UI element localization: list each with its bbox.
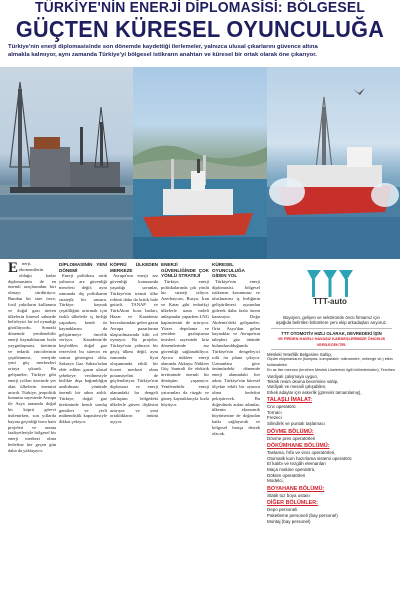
- article-subhead: ENERJİ GÜVENLİĞİNDE ÇOK YÖNLÜ STRATEJİ: [161, 262, 209, 279]
- offshore-rig-photo: [0, 67, 133, 259]
- job-item: Paketleme personeli (bay personel): [267, 513, 338, 518]
- job-item: Modelci,: [267, 478, 284, 484]
- job-item: Statik toz boya ustası: [267, 492, 310, 498]
- spot-line-1: Türkiye'nin enerji diplomasisinde son dönemde kaydettiği ilerlemeler, yalnızca ulusal çıkarlarını güvence altına: [8, 44, 318, 50]
- job-advertisement: [263, 261, 400, 594]
- job-item: Maça makine operatörü,: [267, 467, 316, 473]
- ad-notice-2: VE FİRDEN HAVELİ HAVASIZ KARDEŞLERİMİZE ÖNCELİK VERİLECEKTİR.: [277, 336, 386, 347]
- article-column-2: [59, 261, 107, 591]
- ad-intro-1: Büyüyen, gelişen ve sektöründe öncü firmamız için: [283, 315, 380, 320]
- main-headline: GÜÇTEN KÜRESEL OYUNCULUĞA: [15, 16, 385, 42]
- article-subhead: KÖPRÜ ÜLKEDEN MERKEZE: [110, 262, 158, 273]
- article-paragraph: Türkiye'nin enerji diplomasisi, bölgesel istikrarın korunması ve uluslararası iş birliğinin geliştirilmesi açısından giderek daha fazla önem kazanıyor. Doğu Akdeniz'deki gelişmeler, Orta Asya'dan gelen kaynaklar ve Avrupa'nın talepleri göz önünde bulundurulduğunda Türkiye'nin dengeleyici rolü ön plana çıkıyor. Uzmanlara göre önümüzdeki dönemde enerji alanındaki her adım, Türkiye'nin küresel ölçekte etkili bir oyuncu olma hedefini pekiştirecek. Bu doğrultuda atılan adımlar, ülkenin ekonomik büyümesine de doğrudan katkı sağlayacak ve bölgesel barışa destek olacak.: [212, 278, 260, 436]
- article-column-5: [212, 261, 260, 591]
- job-item: Frezeci: [267, 415, 282, 421]
- article-subhead: DİPLOMASİNİN YENİ DÖNEMİ: [59, 262, 107, 273]
- job-item: Cnc operatörü: [267, 404, 296, 410]
- ttt-auto-logo: [299, 267, 361, 309]
- section-head-talasli: TALAŞLI İMALAT:: [267, 397, 313, 404]
- job-item: Tornacı: [267, 409, 282, 415]
- job-item: Depo personeli: [267, 507, 298, 513]
- ad-requirement: Ölçüm ekipmanlarını (kumpas, komparatör, mikrometre, mihengir vb.) etkin kullanabilen: [267, 357, 393, 367]
- ad-notice-1: TTT OTOMOTİV HIZLI OLARAK, DEVREDEKİ İŞİN: [281, 330, 382, 336]
- ad-requirement: Teknik resim okuma becerisine sahip,: [267, 379, 339, 385]
- job-item: Silindirik ve puntalı taşlamacı: [267, 421, 326, 427]
- section-head-dovme: DÖVME BÖLÜMÜ:: [267, 428, 314, 435]
- ad-requirement: Vardiyalı çalışmaya uygun,: [267, 373, 319, 379]
- ad-requirement: Erkek adaylar için askerlik (görevini tamamlamış),: [267, 389, 362, 395]
- article-column-4: [161, 261, 209, 591]
- bosphorus-ship-photo: [133, 67, 267, 259]
- article-paragraph: nerji, ekonomilerin olduğu kadar diplomasinin de en önemli araçlarından biri olmayı sürdürüyor. Bundan bir süre önce, fosil yakıtların kullanımı ve doğal gazı üreten ülkelerin küresel sahnede belirleyici bir rol oynadığı görülüyordu. Sonraki dönemde yenilenebilir enerji kaynaklarının hızla yaygınlaşması, üretimin ve tedarik zincirlerinin çeşitlenmesi, enerjide yeni güç merkezleri ortaya çıkardı. Bu gelişmeler, Türkiye gibi enerji yolları üzerinde yer alan ülkelerin önemini artırdı. Türkiye, jeopolitik konumu sayesinde Avrupa ile Asya arasında doğal bir köprü görevi üstlenirken, son yıllarda hayata geçirdiği boru hattı projeleri ve arama faaliyetleriyle bölgesel bir enerji merkezi olma hedefine her geçen gün daha da yaklaşıyor.: [8, 261, 56, 453]
- job-item: Dövme pres operatörleri: [267, 435, 316, 441]
- article-paragraph: Türkiye, enerji politikalarında çok yönlü bir strateji izliyor. Azerbaycan, Rusya, İran ve Katar gibi tedarikçi ülkelerle uzun vadeli anlaşmalar yaparken LNG kapasitesini de artırıyor. Yüzer depolama ve yeniden gazlaştırma tesisleri sayesinde kriz dönemlerinde arz güvenliği sağlanabiliyor. Ayrıca nükleer enerji alanında Akkuyu Nükleer Güç Santrali ile elektrik üretiminde önemli bir dönüşüm yaşanıyor. Yenilenebilir enerji yatırımları da rüzgâr ve güneş kaynaklarıyla hızla büyüyor.: [161, 278, 209, 407]
- kicker-headline: TÜRKİYE'NİN ENERJİ DİPLOMASİSİ: BÖLGESEL: [34, 0, 366, 16]
- job-item: El kalıbı ve tezgâh elemanları: [267, 461, 327, 467]
- job-item: Taslama, fırfa ve vinci operatörleri,: [267, 450, 336, 456]
- section-head-diger: DİĞER BÖLÜMLER:: [267, 500, 318, 507]
- spot-line-2: almakla kalmıyor, aynı zamanda Türkiye'yi bölgesel istikrarın anahtarı ve küresel bir ortak olarak öne çıkarıyor.: [8, 52, 317, 58]
- ad-intro-2: aşağıda belirtilen bölümlere yeni ekip arkadaşları arıyoruz.: [275, 320, 388, 326]
- drop-cap: E: [8, 261, 19, 276]
- section-head-dokumhane: DÖKÜMHANE BÖLÜMÜ:: [267, 443, 330, 450]
- ad-requirement: Mesleki Yeterlilik Belgesine Sahip,: [267, 352, 332, 358]
- job-item: Döküm operatörleri: [267, 472, 306, 478]
- job-item: Otomatik kum hazırlama sistemi operatörü: [267, 455, 352, 461]
- article-subhead: KÜRESEL OYUNCULUĞA GİDEN YOL: [212, 262, 245, 279]
- section-head-boyahane: BOYAHANE BÖLÜMÜ:: [267, 485, 325, 492]
- article-column-3: [110, 261, 158, 591]
- ad-text: [263, 315, 400, 524]
- ad-requirement: En az lise mezunu (tercihen Meslek Liselerinin ilgili bölümlerinden), Tercihen: [267, 368, 396, 373]
- drillship-photo: [267, 67, 400, 259]
- ad-requirement: Vardiyalı ve mesaili çalışabilen,: [267, 384, 327, 390]
- spot-text: [8, 43, 392, 59]
- article-paragraph: Avrupa'nın enerji arz güvenliği konusunda yaşadığı sorunlar, Türkiye'nin transit ülke rolünü daha da kritik hale getirdi. TANAP ve TürkAkım boru hatları, Hazar ve Karadeniz havzalarından gelen gazın Avrupa pazarlarına ulaştırılmasında kilit rol oynuyor. Bu projeler, Türkiye'nin yalnızca bir geçiş ülkesi değil, aynı zamanda fiyat oluşumunda etkili bir ticaret merkezi olma potansiyelini de güçlendiriyor. Türkiye'nin diplomasi ve enerji alanındaki bu dengeli yaklaşımı bölgedeki ülkelerle güven ilişkisini artırıyor ve yeni ortaklıkların önünü açıyor.: [110, 273, 158, 425]
- article-column-1: [8, 261, 56, 591]
- article-paragraph: Enerji politikası artık yalnızca arz güvenliği meselesi değil; aynı zamanda dış politikanın stratejik bir unsuru. Türkiye, kaynak çeşitliliğini artırmak için farklı ülkelerle iş birliği yaparken, kendi öz kaynaklarını da geliştirmeye öncelik veriyor. Karadeniz'de keşfedilen doğal gaz rezervleri bu sürecin en somut göstergesi oldu. Sakarya Gaz Sahası'ndan elde edilen gazın ulusal şebekeye verilmesiyle birlikte dışa bağımlılığın azaltılması yönünde önemli bir adım atıldı. Türkiye, doğal gaz üretiminde kendi sondaj gemileri ve yerli mühendislik kapasitesiyle dikkat çekiyor.: [59, 273, 107, 425]
- logo-text: TTT-auto: [313, 297, 347, 306]
- job-item: Montaj (bay personel): [267, 518, 311, 524]
